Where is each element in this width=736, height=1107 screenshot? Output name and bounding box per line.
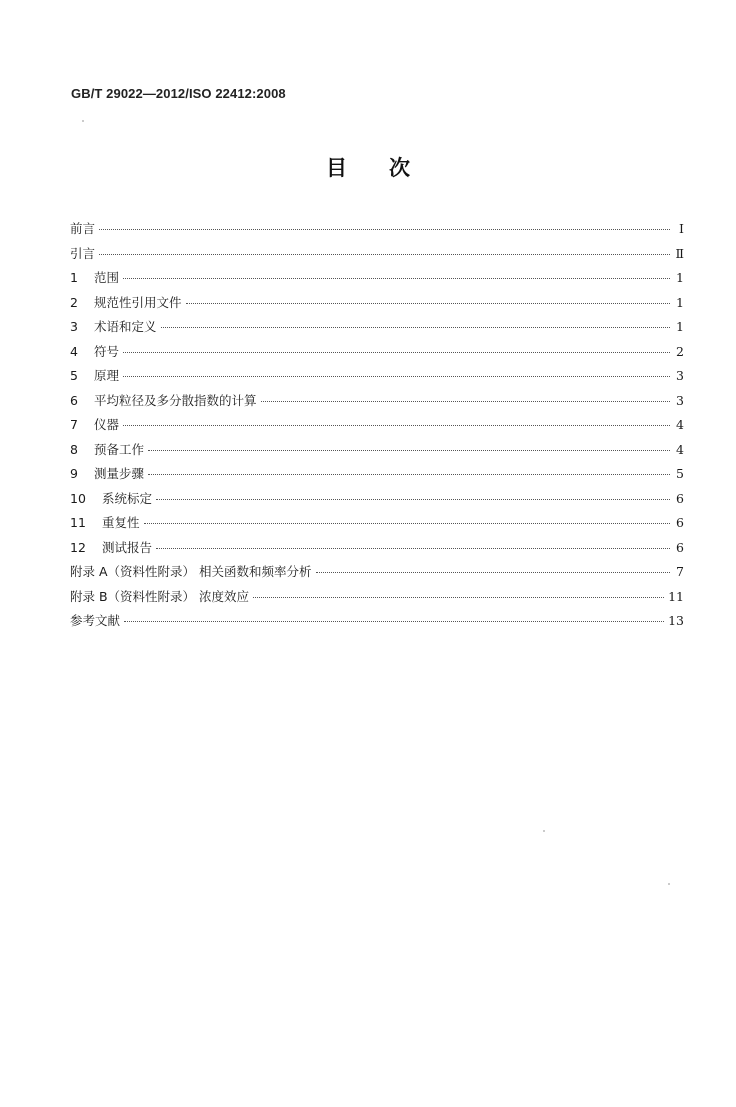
toc-entry-page: 1	[676, 270, 684, 285]
table-of-contents	[70, 219, 684, 636]
toc-entry-number: 4	[70, 343, 78, 359]
toc-entry-page: 3	[676, 392, 684, 408]
toc-entry-label: 前言	[70, 221, 96, 236]
toc-entry-annex-b[interactable]	[70, 587, 684, 612]
toc-entry-page: 5	[676, 466, 684, 481]
toc-entry-number: 1	[70, 270, 78, 285]
toc-entry-number: 5	[70, 368, 78, 383]
toc-entry-label: 测量步骤	[94, 466, 145, 481]
toc-leader-dots	[148, 450, 670, 451]
toc-leader-dots	[261, 401, 670, 402]
toc-leader-dots	[253, 597, 664, 598]
toc-entry-page: 7	[676, 564, 684, 579]
toc-leader-dots	[161, 327, 670, 328]
toc-entry-label: 规范性引用文件	[94, 294, 182, 310]
toc-entry-section-8[interactable]	[70, 440, 684, 465]
toc-leader-dots	[148, 474, 670, 475]
toc-entry-label: 引言	[70, 245, 96, 261]
toc-entry-label: 平均粒径及多分散指数的计算	[94, 392, 257, 408]
toc-leader-dots	[156, 548, 670, 549]
toc-leader-dots	[316, 572, 671, 573]
toc-entry-number: 12	[70, 539, 86, 555]
toc-entry-label: 预备工作	[94, 441, 145, 457]
toc-entry-page: 2	[676, 343, 684, 359]
toc-leader-dots	[123, 352, 670, 353]
toc-entry-foreword[interactable]	[70, 219, 684, 244]
toc-entry-section-4[interactable]	[70, 342, 684, 367]
toc-entry-section-2[interactable]	[70, 293, 684, 318]
toc-entry-label: 参考文献	[70, 613, 121, 628]
scan-speck	[668, 883, 670, 885]
toc-entry-number: 11	[70, 515, 86, 530]
toc-entry-section-1[interactable]	[70, 268, 684, 293]
toc-entry-page: 6	[676, 515, 684, 530]
toc-entry-page: 3	[676, 368, 684, 383]
toc-entry-label: 范围	[94, 270, 120, 285]
toc-entry-section-12[interactable]	[70, 538, 684, 563]
toc-entry-label: 术语和定义	[94, 319, 157, 334]
toc-entry-page: 11	[668, 588, 684, 604]
toc-entry-page: Ⅰ	[679, 221, 684, 236]
toc-entry-section-10[interactable]	[70, 489, 684, 514]
toc-leader-dots	[144, 523, 670, 524]
toc-entry-label: 附录 A（资料性附录） 相关函数和频率分析	[70, 564, 312, 579]
toc-entry-section-9[interactable]	[70, 464, 684, 489]
toc-entry-annex-a[interactable]	[70, 562, 684, 587]
toc-entry-number: 7	[70, 417, 78, 432]
toc-entry-label: 符号	[94, 343, 120, 359]
toc-entry-page: Ⅱ	[675, 245, 684, 261]
toc-leader-dots	[186, 303, 670, 304]
toc-entry-section-7[interactable]	[70, 415, 684, 440]
scan-speck	[82, 120, 84, 122]
toc-entry-label: 测试报告	[102, 539, 153, 555]
scan-speck	[543, 830, 545, 832]
toc-leader-dots	[123, 376, 670, 377]
toc-leader-dots	[123, 278, 670, 279]
toc-leader-dots	[123, 425, 670, 426]
toc-title-char-1: 目	[326, 156, 347, 180]
toc-entry-label: 附录 B（资料性附录） 浓度效应	[70, 588, 250, 604]
toc-leader-dots	[99, 254, 670, 255]
toc-entry-number: 8	[70, 441, 78, 457]
toc-entry-bibliography[interactable]	[70, 611, 684, 636]
toc-entry-section-6[interactable]	[70, 391, 684, 416]
toc-entry-page: 4	[676, 441, 684, 457]
toc-entry-label: 重复性	[102, 515, 140, 530]
toc-entry-number: 3	[70, 319, 78, 334]
toc-leader-dots	[124, 621, 664, 622]
toc-entry-section-11[interactable]	[70, 513, 684, 538]
toc-leader-dots	[99, 229, 670, 230]
toc-entry-page: 6	[676, 539, 684, 555]
toc-entry-section-3[interactable]	[70, 317, 684, 342]
toc-entry-page: 13	[668, 613, 684, 628]
toc-entry-page: 1	[676, 294, 684, 310]
toc-entry-section-5[interactable]	[70, 366, 684, 391]
toc-entry-page: 6	[676, 490, 684, 506]
toc-entry-number: 2	[70, 294, 78, 310]
toc-entry-page: 1	[676, 319, 684, 334]
toc-entry-label: 原理	[94, 368, 120, 383]
toc-entry-number: 6	[70, 392, 78, 408]
toc-entry-label: 仪器	[94, 417, 120, 432]
toc-title-char-2: 次	[389, 156, 410, 180]
toc-entry-number: 9	[70, 466, 78, 481]
toc-entry-label: 系统标定	[102, 490, 153, 506]
toc-entry-number: 10	[70, 490, 86, 506]
toc-title	[0, 152, 736, 182]
toc-leader-dots	[156, 499, 670, 500]
toc-entry-introduction[interactable]	[70, 244, 684, 269]
standard-number-header: GB/T 29022—2012/ISO 22412:2008	[71, 86, 286, 101]
toc-entry-page: 4	[676, 417, 684, 432]
